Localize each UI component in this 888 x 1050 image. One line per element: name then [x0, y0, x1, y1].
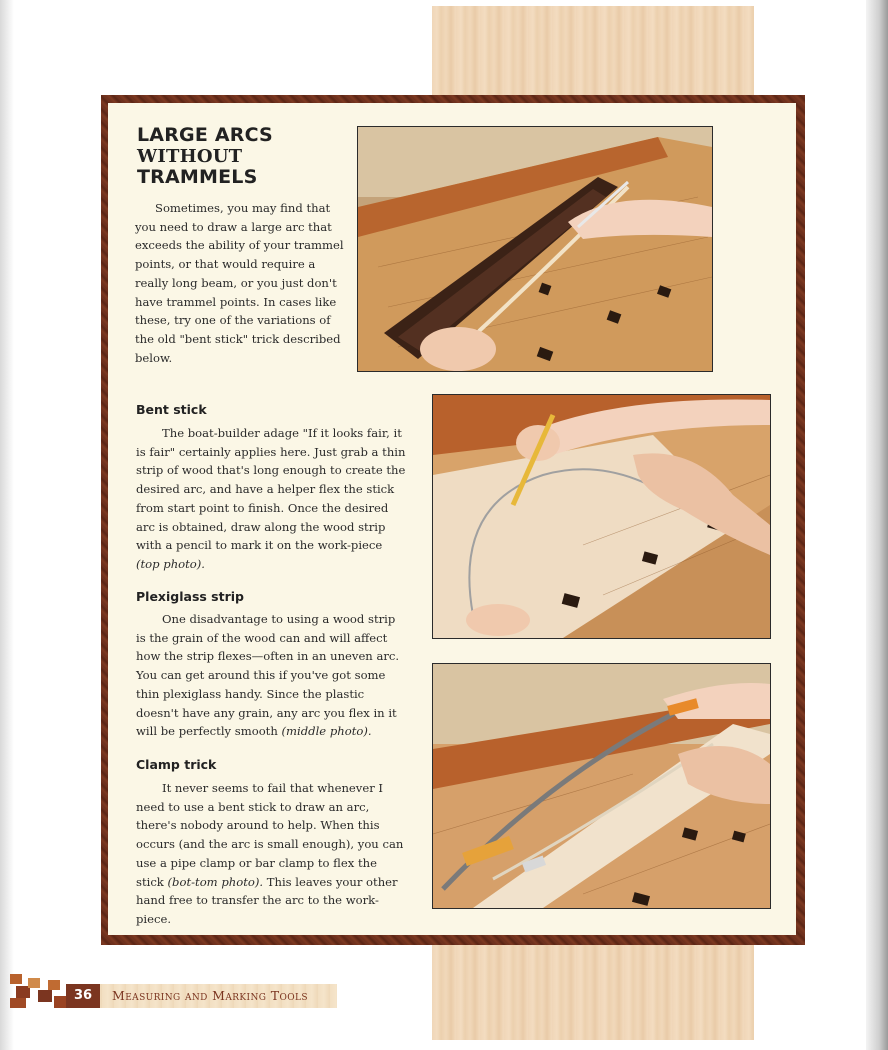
paragraph-bent-stick	[136, 424, 408, 574]
footer-decorative-blocks-icon	[10, 970, 66, 1010]
article-title	[137, 125, 273, 188]
running-title: Measuring and Marking Tools	[112, 988, 308, 1003]
intro-paragraph: Sometimes, you may find that you need to draw a large arc that exceeds the ability of your trammel points, or that would require a really long beam, or you just don't have trammel points. In cases like these, try one of the variations of the old "bent stick" trick described below.	[135, 201, 344, 365]
photo-ref-top: (top photo).	[136, 556, 205, 571]
paragraph-clamp-text-1: It never seems to fail that whenever I need to use a bent stick to draw an arc, there's nobody around to help. When this occurs (and the arc is small enough), you can use a pipe clamp or bar clamp to flex the stick	[136, 781, 404, 889]
decorative-wood-strip-top	[432, 6, 754, 96]
paragraph-clamp-text-2: This leaves your other hand free to transfer the arc to the work-piece.	[136, 874, 398, 926]
photo-plexiglass-strip	[432, 394, 771, 639]
paragraph-clamp-trick	[136, 779, 408, 929]
decorative-wood-strip-bottom	[432, 944, 754, 1040]
paragraph-plexiglass-text: One disadvantage to using a wood strip is the grain of the wood can and will affect how the strip flexes—often in an uneven arc. You can get around this if you've got some thin plexiglass handy. Since the plastic doesn't have any grain, any arc you flex in it will be perfectly smooth	[136, 612, 400, 739]
paragraph-bent-stick-text: The boat-builder adage "If it looks fair, it is fair" certainly applies here. Just grab a thin strip of wood that's long enough to create the desired arc, and have a helper flex the stick from start point to finish. Once the desired arc is obtained, draw along the wood strip with a pencil to mark it on the work-piece	[136, 426, 406, 553]
title-line-3: TRAMMELS	[137, 166, 258, 188]
photo-clamp-trick	[432, 663, 771, 909]
photo-ref-bottom: (bot-tom photo).	[167, 874, 264, 889]
page-edge-shadow	[866, 0, 888, 1050]
heading-plexiglass-strip: Plexiglass strip	[136, 589, 244, 604]
plexiglass-strip-photo-icon	[433, 395, 770, 638]
heading-clamp-trick: Clamp trick	[136, 757, 217, 772]
page-gutter-shadow	[0, 0, 14, 1050]
wood-strip-bending-photo-icon	[358, 127, 712, 371]
pipe-clamp-photo-icon	[433, 664, 770, 908]
title-line-1: LARGE ARCS	[137, 124, 273, 146]
page-number: 36	[66, 984, 100, 1008]
heading-bent-stick: Bent stick	[136, 402, 207, 417]
photo-ref-middle: (middle photo).	[281, 724, 372, 739]
photo-bent-stick	[357, 126, 713, 372]
title-line-2: WITHOUT	[137, 146, 243, 167]
paragraph-plexiglass-strip	[136, 610, 408, 741]
